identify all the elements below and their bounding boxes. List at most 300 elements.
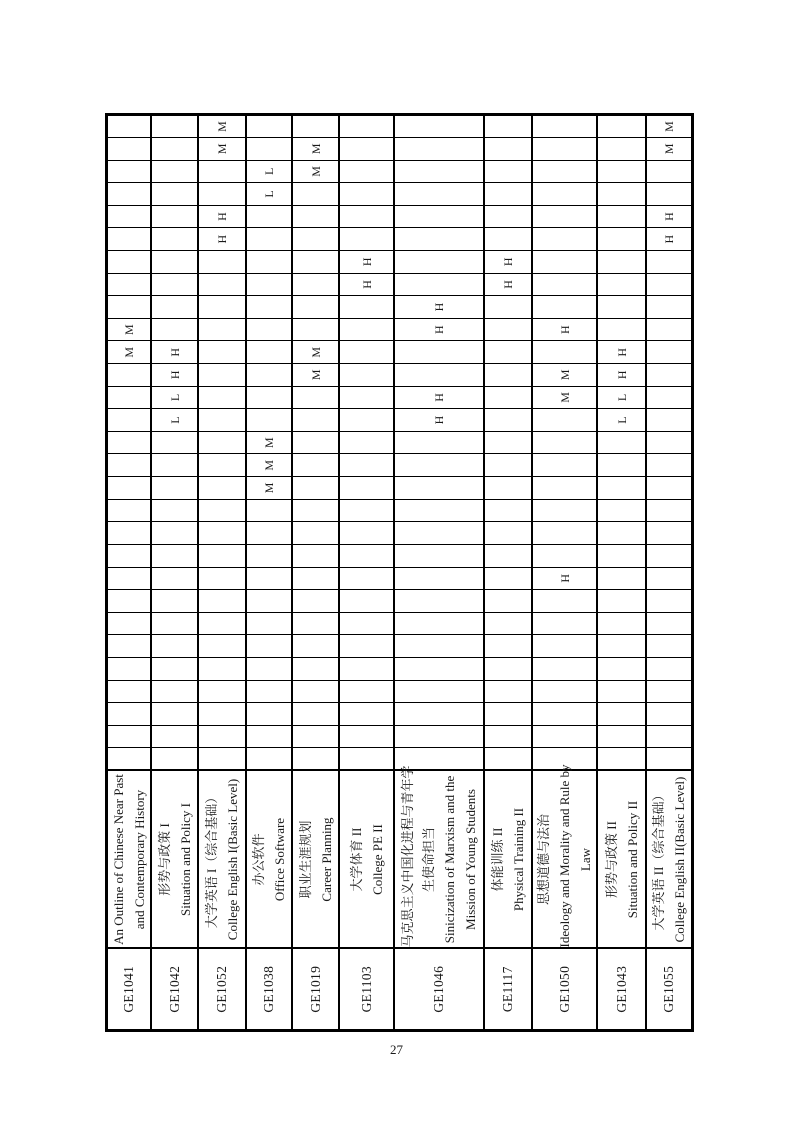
marker-cell [107,137,152,160]
marker-cell [107,273,152,296]
marker-cell [394,183,484,206]
marker-cell [246,386,292,409]
marker-cell [484,635,532,658]
course-row [339,115,394,1031]
course-name-cell [292,771,339,949]
marker-cell [646,703,692,726]
marker-cell [246,160,292,183]
marker-cell [198,635,246,658]
marker-cell [246,725,292,748]
marker-cell [198,386,246,409]
marker-cell [532,725,597,748]
marker-cell [151,318,198,341]
marker-cell [597,522,646,545]
marker-cell [107,680,152,703]
marker-cell [292,522,339,545]
marker-cell [597,431,646,454]
marker-value: H [557,325,572,334]
marker-value: H [432,415,446,425]
course-row [198,115,246,1031]
course-row [292,115,339,1031]
marker-cell [339,590,394,613]
marker-cell [597,137,646,160]
marker-cell [292,115,339,138]
marker-value: H [215,234,229,244]
marker-cell [246,499,292,522]
marker-cell [151,228,198,251]
marker-cell [198,296,246,319]
marker-cell [198,454,246,477]
marker-cell [484,748,532,771]
course-row [246,115,292,1031]
marker-cell [597,296,646,319]
marker-cell [339,250,394,273]
marker-cell [292,544,339,567]
marker-cell [151,544,198,567]
marker-cell [339,499,394,522]
course-code-cell: GE1019 [292,949,339,1031]
marker-cell [394,228,484,251]
marker-cell [646,748,692,771]
marker-cell [646,431,692,454]
course-name-line: An Outline of Chinese Near Past [111,774,126,945]
marker-cell [394,409,484,432]
marker-cell [151,590,198,613]
course-code-cell: GE1038 [246,949,292,1031]
marker-cell [646,160,692,183]
marker-value: H [359,257,374,267]
course-name-line: Physical Training II [511,807,526,912]
marker-cell [292,612,339,635]
marker-cell [292,680,339,703]
marker-cell [532,341,597,364]
marker-value: H [432,325,446,334]
marker-cell [597,318,646,341]
marker-cell [246,703,292,726]
marker-cell [246,477,292,500]
marker-cell [151,748,198,771]
marker-cell [107,205,152,228]
marker-cell [532,228,597,251]
marker-cell [292,364,339,387]
marker-value: M [661,121,676,132]
marker-cell [339,703,394,726]
marker-cell [532,115,597,138]
marker-cell [292,748,339,771]
marker-cell [484,318,532,341]
marker-cell [339,386,394,409]
marker-cell [394,590,484,613]
marker-cell [532,454,597,477]
marker-value: M [557,392,572,403]
marker-value: M [262,459,276,471]
marker-cell [646,522,692,545]
marker-cell [394,725,484,748]
marker-cell [107,228,152,251]
course-name-cell [339,771,394,949]
marker-cell [597,544,646,567]
marker-value: H [614,347,629,357]
course-name-line: Situation and Policy I [177,802,193,917]
marker-cell [394,635,484,658]
marker-cell [107,160,152,183]
marker-cell [198,522,246,545]
marker-cell [339,160,394,183]
marker-cell [646,477,692,500]
marker-cell [646,386,692,409]
course-name-line: Ideology and Morality and Rule by [557,764,572,948]
course-row [597,115,646,1031]
course-name-line: 办公软件 [251,833,266,886]
course-code-cell: GE1042 [151,949,198,1031]
marker-cell [292,205,339,228]
marker-cell [646,567,692,590]
marker-cell [292,160,339,183]
marker-cell [107,612,152,635]
marker-cell [246,590,292,613]
marker-value: H [557,573,572,583]
marker-cell [597,703,646,726]
marker-cell [646,499,692,522]
course-name-line: 大学英语 II（综合基础） [650,788,666,931]
marker-cell [646,115,692,138]
marker-cell [532,318,597,341]
marker-cell [484,273,532,296]
marker-cell [394,703,484,726]
marker-cell [151,567,198,590]
course-name-line: College English II(Basic Level) [671,776,687,943]
marker-cell [151,477,198,500]
marker-cell [339,657,394,680]
marker-cell [597,567,646,590]
marker-cell [646,364,692,387]
marker-cell [532,364,597,387]
marker-cell [292,228,339,251]
marker-cell [484,431,532,454]
marker-cell [646,296,692,319]
marker-cell [339,318,394,341]
marker-cell [532,250,597,273]
marker-cell [597,612,646,635]
marker-cell [646,183,692,206]
marker-cell [484,522,532,545]
marker-cell [532,160,597,183]
marker-cell [597,205,646,228]
marker-cell [597,635,646,658]
marker-value: M [215,143,229,155]
marker-cell [597,386,646,409]
marker-cell [107,477,152,500]
marker-cell [532,183,597,206]
course-code-cell: GE1046 [394,949,484,1031]
marker-cell [292,477,339,500]
marker-cell [597,454,646,477]
marker-cell [107,454,152,477]
marker-cell [198,657,246,680]
course-name-line: Career Planning [318,817,334,902]
marker-cell [198,703,246,726]
marker-cell [151,703,198,726]
marker-cell [198,318,246,341]
marker-cell [107,115,152,138]
marker-value: L [614,393,629,402]
marker-cell [246,341,292,364]
marker-cell [151,250,198,273]
marker-cell [107,296,152,319]
marker-cell [198,137,246,160]
course-row [532,115,597,1031]
marker-cell [339,364,394,387]
marker-cell [151,160,198,183]
course-code-cell: GE1055 [646,949,692,1031]
marker-cell [151,454,198,477]
marker-cell [292,590,339,613]
marker-cell [394,273,484,296]
marker-cell [339,612,394,635]
marker-value: H [359,280,374,289]
marker-cell [198,364,246,387]
marker-cell [151,499,198,522]
marker-cell [246,544,292,567]
marker-cell [151,137,198,160]
marker-value: H [432,393,446,402]
marker-cell [532,431,597,454]
marker-cell [198,115,246,138]
course-name-line: 形势与政策 II [603,821,619,898]
course-name-cell [597,771,646,949]
marker-cell [532,635,597,658]
marker-cell [151,725,198,748]
course-name-line: Mission of Young Students [463,789,478,930]
marker-cell [484,115,532,138]
marker-cell [151,205,198,228]
marker-cell [484,386,532,409]
marker-cell [246,205,292,228]
marker-cell [198,341,246,364]
marker-cell [646,612,692,635]
course-name-line: Situation and Policy II [624,800,640,919]
marker-cell [394,431,484,454]
marker-value: H [215,212,229,221]
marker-cell [339,522,394,545]
marker-cell [292,567,339,590]
marker-cell [292,703,339,726]
marker-cell [532,612,597,635]
marker-cell [597,115,646,138]
marker-cell [484,137,532,160]
marker-cell [394,612,484,635]
marker-cell [246,612,292,635]
marker-cell [246,364,292,387]
marker-cell [484,228,532,251]
marker-cell [198,725,246,748]
marker-cell [484,250,532,273]
marker-cell [292,431,339,454]
course-name-line: Law [578,847,593,872]
marker-cell [151,364,198,387]
marker-cell [292,454,339,477]
marker-cell [597,160,646,183]
marker-cell [246,318,292,341]
marker-cell [107,748,152,771]
marker-cell [107,250,152,273]
marker-cell [292,657,339,680]
marker-cell [484,296,532,319]
course-name-line: 职业生涯规划 [297,820,313,899]
marker-cell [198,680,246,703]
marker-cell [292,499,339,522]
marker-cell [292,296,339,319]
marker-cell [532,477,597,500]
marker-cell [394,318,484,341]
curriculum-matrix-table [105,113,694,1032]
marker-cell [339,567,394,590]
marker-cell [597,273,646,296]
course-code-cell: GE1103 [339,949,394,1031]
marker-cell [394,296,484,319]
marker-cell [597,364,646,387]
marker-cell [198,409,246,432]
marker-cell [198,228,246,251]
marker-cell [151,522,198,545]
marker-value: H [501,257,515,267]
course-name-line: 大学英语 I（综合基础） [204,790,219,929]
marker-cell [597,341,646,364]
marker-cell [484,680,532,703]
marker-value: L [614,416,629,424]
marker-cell [597,748,646,771]
marker-cell [107,590,152,613]
marker-value: H [501,280,515,289]
marker-cell [484,499,532,522]
marker-cell [292,250,339,273]
course-code-cell: GE1117 [484,949,532,1031]
marker-cell [246,183,292,206]
marker-cell [532,205,597,228]
course-name-cell [484,771,532,949]
course-row [484,115,532,1031]
marker-value: L [262,167,276,176]
marker-cell [484,612,532,635]
marker-cell [246,635,292,658]
marker-cell [246,273,292,296]
marker-cell [107,703,152,726]
marker-cell [484,409,532,432]
marker-cell [532,590,597,613]
marker-cell [107,567,152,590]
marker-cell [107,544,152,567]
marker-cell [292,409,339,432]
marker-cell [107,409,152,432]
marker-cell [484,657,532,680]
marker-cell [532,137,597,160]
marker-cell [597,409,646,432]
marker-cell [394,386,484,409]
marker-value: M [661,143,676,155]
marker-cell [339,431,394,454]
course-name-line: 马克思主义中国化进程与青年学 [400,765,415,948]
marker-cell [532,703,597,726]
marker-cell [597,477,646,500]
marker-cell [151,612,198,635]
marker-cell [394,454,484,477]
marker-cell [151,341,198,364]
course-name-cell [107,771,152,949]
marker-cell [339,115,394,138]
marker-cell [339,544,394,567]
course-name-line: 大学体育 II [348,827,364,892]
marker-cell [198,567,246,590]
marker-cell [292,137,339,160]
marker-cell [339,680,394,703]
marker-cell [394,477,484,500]
marker-value: H [614,370,629,380]
marker-cell [339,205,394,228]
marker-cell [339,296,394,319]
marker-cell [394,205,484,228]
marker-value: L [262,190,276,198]
course-name-cell [198,771,246,949]
marker-cell [532,657,597,680]
marker-cell [394,522,484,545]
marker-cell [339,273,394,296]
marker-cell [394,137,484,160]
marker-cell [151,183,198,206]
marker-cell [198,590,246,613]
marker-cell [646,137,692,160]
marker-cell [484,567,532,590]
marker-cell [339,228,394,251]
marker-cell [107,341,152,364]
marker-value: M [122,324,136,335]
marker-cell [597,680,646,703]
matrix-body [107,115,693,1031]
marker-cell [532,386,597,409]
marker-cell [646,590,692,613]
course-name-line: College English I(Basic Level) [225,778,240,941]
marker-cell [597,499,646,522]
marker-cell [151,635,198,658]
marker-value: M [308,346,323,358]
marker-cell [484,544,532,567]
marker-cell [198,544,246,567]
marker-cell [597,590,646,613]
marker-cell [246,522,292,545]
marker-cell [646,409,692,432]
marker-cell [597,725,646,748]
marker-cell [484,477,532,500]
marker-cell [107,364,152,387]
marker-cell [151,409,198,432]
marker-cell [198,612,246,635]
marker-cell [339,137,394,160]
marker-cell [246,680,292,703]
marker-cell [151,657,198,680]
marker-value: M [215,121,229,132]
marker-cell [646,318,692,341]
marker-value: M [122,346,136,358]
marker-cell [646,657,692,680]
marker-cell [107,657,152,680]
marker-cell [198,250,246,273]
marker-cell [646,725,692,748]
course-code-cell: GE1052 [198,949,246,1031]
marker-cell [597,250,646,273]
marker-cell [339,635,394,658]
course-name-line: 生使命担当 [421,827,436,893]
curriculum-matrix-table-rotated [105,113,688,1032]
marker-cell [484,703,532,726]
